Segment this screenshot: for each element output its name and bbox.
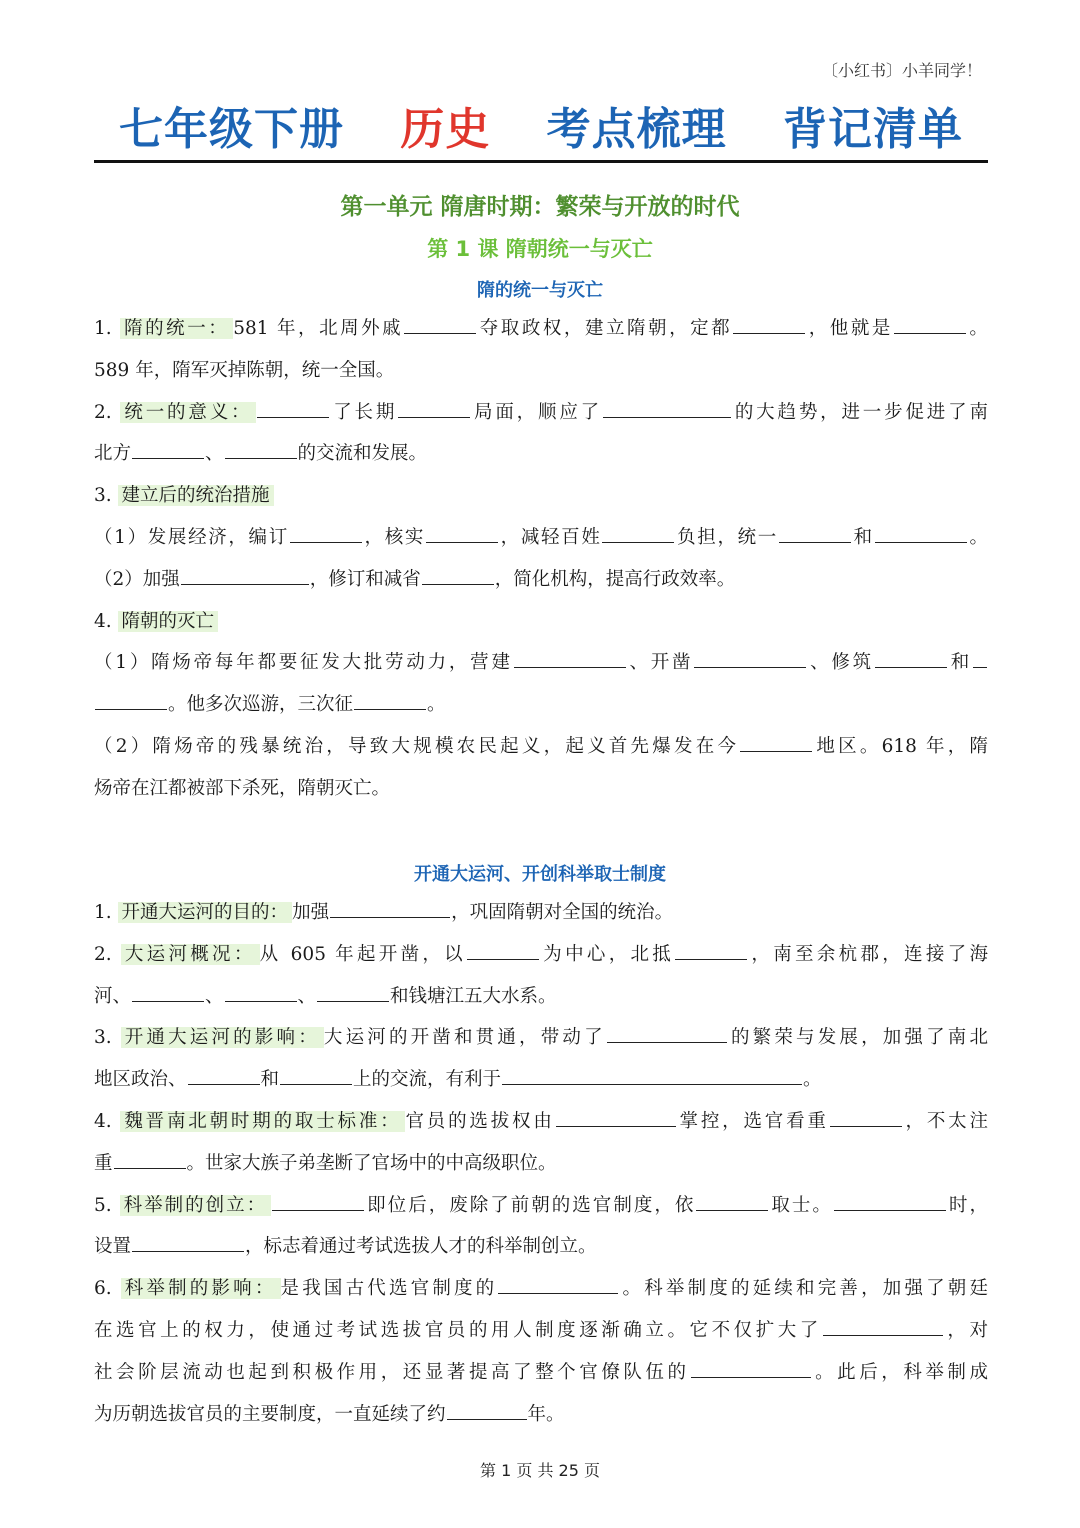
watermark: 〔小红书〕小羊同学！: [821, 61, 982, 80]
text: 。此后，科举制成: [811, 1361, 988, 1383]
fill-blank[interactable]: [602, 524, 674, 543]
text: 。: [427, 694, 446, 716]
fill-blank[interactable]: [225, 983, 297, 1002]
fill-blank[interactable]: [556, 1108, 676, 1127]
unit-title: 第一单元 隋唐时期：繁荣与开放的时代: [340, 194, 740, 220]
key-point: 隋朝的灭亡: [118, 611, 219, 632]
fill-blank[interactable]: [603, 399, 731, 418]
text: 夺取政权，建立隋朝，定都: [477, 318, 733, 339]
text: 从 605 年起开凿，以: [259, 943, 466, 965]
text: ，对: [943, 1319, 988, 1341]
text: 和: [260, 1069, 280, 1091]
text: 官员的选拔权由: [405, 1110, 555, 1132]
title-grade: 七年级下册: [119, 104, 344, 155]
list-item-continued: [94, 433, 988, 475]
text: 的大趋势，进一步促进了南: [732, 401, 988, 423]
text: 即位后，废除了前朝的选官制度，依: [365, 1194, 696, 1216]
fill-blank[interactable]: [422, 566, 494, 585]
title-checklist: 背记清单: [782, 104, 963, 155]
fill-blank[interactable]: [132, 440, 204, 459]
fill-blank[interactable]: [257, 399, 329, 418]
page-number: 第 1 页 共 25 页: [480, 1461, 600, 1480]
fill-blank[interactable]: [830, 1108, 902, 1127]
text: 581 年，北周外戚: [233, 318, 404, 339]
key-point: 科举制的创立：: [120, 1195, 272, 1216]
text: 时，: [946, 1194, 988, 1216]
text: 和: [851, 526, 874, 548]
text: 的交流和发展。: [297, 443, 428, 465]
text: 。科举制度的延续和完善，加强了朝廷: [619, 1278, 988, 1300]
fill-blank[interactable]: [502, 1066, 802, 1085]
text: 设置: [94, 1236, 132, 1258]
fill-blank[interactable]: [447, 1401, 527, 1420]
text: 、: [205, 443, 224, 465]
fill-blank[interactable]: [225, 440, 297, 459]
fill-blank[interactable]: [132, 983, 204, 1002]
list-item: [94, 1101, 988, 1143]
fill-blank[interactable]: [272, 1192, 364, 1211]
item-number: 1.: [94, 902, 112, 923]
list-item: [94, 892, 988, 934]
text: 。他多次巡游，三次征: [168, 694, 354, 716]
text: ，巩固隋朝对全国的统治。: [451, 902, 674, 923]
text: 和钱塘江五大水系。: [390, 985, 557, 1007]
text: 、: [297, 985, 317, 1007]
text: ，核实: [362, 526, 426, 548]
sub-item: [94, 517, 988, 559]
text: ，简化机构，提高行政效率。: [494, 568, 736, 590]
fill-blank[interactable]: [330, 899, 450, 918]
text: 、修筑: [807, 652, 874, 674]
text: 河、: [94, 985, 132, 1007]
text: 了长期: [330, 401, 398, 423]
fill-blank[interactable]: [894, 315, 966, 334]
list-item-continued: [94, 1143, 988, 1185]
key-point: 魏晋南北朝时期的取士标准：: [120, 1111, 405, 1132]
list-item-continued: [94, 976, 988, 1018]
list-item: [94, 1185, 988, 1227]
item-number: 2.: [94, 943, 112, 965]
lesson-title: 第 1 课 隋朝统一与灭亡: [427, 237, 653, 261]
fill-blank[interactable]: [675, 941, 747, 960]
item-number: 4.: [94, 610, 112, 632]
sub-item-continued: 炀帝在江都被部下杀死，隋朝灭亡。: [94, 777, 391, 799]
fill-blank[interactable]: [696, 1192, 768, 1211]
text: ，减轻百姓: [499, 526, 602, 548]
text: 为历朝选拔官员的主要制度，一直延续了约: [94, 1403, 446, 1425]
text: ，标志着通过考试选拔人才的科举制创立。: [245, 1236, 597, 1258]
list-item: [94, 475, 988, 517]
fill-blank[interactable]: [317, 983, 389, 1002]
fill-blank[interactable]: [823, 1317, 943, 1336]
section-grand-canal-exam: [94, 892, 988, 1435]
fill-blank[interactable]: [498, 1275, 618, 1294]
list-item-continued: 589 年，隋军灭掉陈朝，统一全国。: [94, 359, 395, 381]
list-item-continued: [94, 1310, 988, 1352]
text: 大运河的开凿和贯通，带动了: [323, 1027, 606, 1049]
text: ，他就是: [806, 318, 893, 339]
sub-item: [94, 642, 988, 684]
text: ，南至余杭郡，连接了海: [748, 943, 988, 965]
text: 地区。618 年，隋: [813, 735, 988, 757]
section-sui-unification: [94, 308, 988, 810]
text: 。世家大族子弟垄断了官场中的中高级职位。: [186, 1152, 557, 1174]
text: ，修订和减省: [309, 568, 421, 590]
sub-item: [94, 726, 988, 768]
text: 。: [966, 318, 988, 339]
text: 加强: [292, 902, 330, 923]
text: 掌控，选官看重: [676, 1110, 829, 1132]
key-point: 开通大运河的目的：: [118, 902, 293, 923]
text: 上的交流，有利于: [353, 1069, 502, 1091]
text: （1）隋炀帝每年都要征发大批劳动力，营建: [94, 652, 513, 674]
text: （1）发展经济，编订: [94, 526, 289, 548]
page-title: [94, 104, 988, 163]
fill-blank[interactable]: [607, 1024, 727, 1043]
text: 取士。: [769, 1194, 833, 1216]
list-item-continued: [94, 1352, 988, 1394]
list-item-continued: [94, 1226, 988, 1268]
title-subject: 历史: [400, 104, 491, 155]
text: 北方: [94, 443, 132, 465]
fill-blank[interactable]: [114, 1150, 186, 1169]
fill-blank[interactable]: [740, 733, 812, 752]
fill-blank[interactable]: [132, 1233, 244, 1252]
fill-blank[interactable]: [733, 315, 805, 334]
text: 和: [947, 652, 972, 674]
sub-item: [94, 559, 988, 601]
list-item: [94, 308, 988, 350]
list-item: [94, 392, 988, 434]
list-item-continued: [94, 1394, 988, 1436]
key-point: 建立后的统治措施: [118, 485, 274, 506]
fill-blank[interactable]: [404, 315, 476, 334]
key-point: 大运河概况：: [121, 944, 260, 965]
text: 社会阶层流动也起到积极作用，还显著提高了整个官僚队伍的: [94, 1361, 690, 1383]
section-title: 隋的统一与灭亡: [477, 280, 603, 301]
key-point: 科举制的影响：: [121, 1278, 281, 1299]
item-number: 1.: [94, 318, 112, 339]
fill-blank[interactable]: [694, 649, 806, 668]
text: 重: [94, 1152, 113, 1174]
fill-blank[interactable]: [875, 649, 947, 668]
list-item: [94, 934, 988, 976]
fill-blank[interactable]: [514, 649, 626, 668]
fill-blank[interactable]: [354, 691, 426, 710]
text: 。: [967, 526, 988, 548]
text: 、: [205, 985, 224, 1007]
text: 在选官上的权力，使通过考试选拔官员的用人制度逐渐确立。它不仅扩大了: [94, 1319, 822, 1341]
fill-blank[interactable]: [973, 649, 987, 668]
list-item: [94, 601, 988, 643]
text: 地区政治、: [94, 1069, 187, 1091]
fill-blank[interactable]: [467, 941, 539, 960]
fill-blank[interactable]: [181, 566, 309, 585]
key-point: 开通大运河的影响：: [121, 1027, 324, 1048]
item-number: 5.: [94, 1194, 112, 1216]
fill-blank[interactable]: [280, 1066, 352, 1085]
title-topic: 考点梳理: [546, 104, 727, 155]
fill-blank[interactable]: [779, 524, 851, 543]
fill-blank[interactable]: [834, 1192, 946, 1211]
text: （2）加强: [94, 568, 180, 590]
fill-blank[interactable]: [188, 1066, 260, 1085]
list-item: [94, 1017, 988, 1059]
text: 、开凿: [626, 652, 694, 674]
key-point: 隋的统一：: [120, 318, 233, 339]
fill-blank[interactable]: [691, 1359, 811, 1378]
text: 。: [803, 1069, 822, 1091]
text: 负担，统一: [675, 526, 778, 548]
fill-blank[interactable]: [875, 524, 967, 543]
fill-blank[interactable]: [290, 524, 362, 543]
item-number: 6.: [94, 1278, 112, 1300]
item-number: 3.: [94, 1027, 112, 1049]
sub-item-continued: [94, 684, 988, 726]
list-item: [94, 1268, 988, 1310]
text: （2）隋炀帝的残暴统治，导致大规模农民起义，起义首先爆发在今: [94, 735, 740, 757]
text: 为中心，北抵: [539, 943, 675, 965]
text: 是我国古代选官制度的: [280, 1278, 498, 1300]
text: 的繁荣与发展，加强了南北: [727, 1027, 988, 1049]
text: 局面，顺应了: [471, 401, 602, 423]
section-title: 开通大运河、开创科举取士制度: [414, 864, 666, 885]
item-number: 2.: [94, 401, 112, 423]
text: ，不太注: [902, 1110, 988, 1132]
key-point: 统一的意义：: [120, 402, 256, 423]
fill-blank[interactable]: [95, 691, 167, 710]
fill-blank[interactable]: [398, 399, 470, 418]
text: 年。: [527, 1403, 565, 1425]
list-item-continued: [94, 1059, 988, 1101]
item-number: 4.: [94, 1110, 112, 1132]
item-number: 3.: [94, 485, 112, 507]
fill-blank[interactable]: [426, 524, 498, 543]
